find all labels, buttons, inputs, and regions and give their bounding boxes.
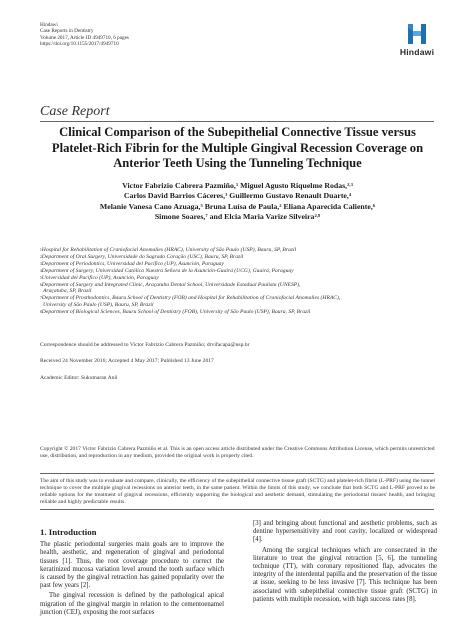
article-type: Case Report xyxy=(40,104,110,119)
hindawi-logo-icon xyxy=(404,22,430,46)
affiliation: Araçatuba, SP, Brazil xyxy=(43,288,92,295)
affiliation: University of São Paulo (USP), Bauru, SP, Brazil xyxy=(43,302,154,309)
intro-column-left xyxy=(40,528,224,619)
abstract-divider-bottom xyxy=(40,509,434,510)
doi-link[interactable]: https://doi.org/10.1155/2017/4949710 xyxy=(40,40,119,47)
paragraph: The gingival recession is defined by the pathological apical migration of the gingival margin in relation to the cementoenamel junction (CEJ), exposing the root surfaces xyxy=(40,592,224,616)
affiliation: $^3$Department of Periodontics, Universidad del Pacifico (UP), Asunción, Paraguay xyxy=(40,260,224,267)
affiliation: $^1$Hospital for Rehabilitation of Craniofacial Anomalies (HRAC), University of São Paulo (USP), Bauru, SP, Brazil xyxy=(40,247,297,253)
abstract: The aim of this study was to evaluate and compare, clinically, the efficiency of the subepithelial connective tissue graft (SCTG) and platelet-rich fibrin (L-PRF) using the tunnel technique to cover the multiple gingival recessions on anterior teeth, in the same patient. Within the limits of this study, we conclude that both SCTG and L-PRF proved to be reliable options for the treatment of gingival recessions, efficiently supporting the biological and aesthetic demand, stimulating the periodontal tissues' health, and bringing reliable and highly predictable results. xyxy=(40,478,435,505)
section-heading: 1. Introduction xyxy=(40,527,97,537)
copyright-notice: Copyright © 2017 Victor Fabrizio Cabrera Pazmiño et al. This is an open access article distributed under the Creative Commons Attribution License, which permits unrestricted use, distribution, and reproduction in any medium, provided the original work is properly cited. xyxy=(40,446,435,459)
journal-name: Case Reports in Dentistry xyxy=(40,28,94,35)
hindawi-logo xyxy=(398,22,436,64)
journal-publisher: Hindawi xyxy=(40,22,58,28)
article-title: Clinical Comparison of the Subepithelial Connective Tissue versus Platelet-Rich Fibrin for the Multiple Gingival Recession Coverage on Anterior Teeth Using the Tunneling Technique xyxy=(51,125,424,171)
affiliation: $^6$Department of Surgery and Integrated Clinic, Araçatuba Dental School, Universidade Estadual Paulista (UNESP), xyxy=(40,281,301,288)
paragraph: Among the surgical techniques which are consecrated in the literature to treat the gingival retraction [5, 6], the tunneling technique (TT), with coronary repositioned flap, advocates the integrity of the interdental papilla and the preservation of the tissue at issue, seeking to be less invasive [7]. This technique has been associated with subepithelial connective tissue graft (SCTG) in patients with multiple recession, with high success rates [8]. xyxy=(253,546,437,603)
author[interactable]: Simone Soares,$^7$ xyxy=(154,212,208,222)
affiliation: $^8$Department of Biological Sciences, Bauru School of Dentistry (FOB), University of São Paulo (USP), Bauru, SP, Brazil xyxy=(40,309,311,316)
academic-editor: Academic Editor: Sukumaran Anil xyxy=(40,375,118,381)
affiliation: $^2$Department of Oral Surgery, Universidade do Sagrado Coração (USC), Bauru, SP, Brazil xyxy=(40,253,244,260)
author-list xyxy=(40,181,435,223)
correspondence: Correspondence should be addressed to Victor Fabrizio Cabrera Pazmiño; drvifacapa@usp.br xyxy=(40,342,250,348)
author[interactable]: and Elcia Maria Varize Silveira$^{2,8}$ xyxy=(209,212,321,222)
paragraph: [3] and bringing about functional and aesthetic problems, such as dentine hypersensitivity and root cavity, localized or widespread [4]. xyxy=(253,520,437,544)
hindawi-logo-text: Hindawi xyxy=(399,47,435,57)
author[interactable]: Carlos David Barrios Cáceres,$^3$ xyxy=(123,191,228,201)
author[interactable]: Miguel Agusto Riquelme Rodas,$^{2,3}$ xyxy=(240,181,353,190)
affiliation: $^4$Department of Surgery, Universidad Católica Nuestra Señora de la Asunción-Guairá (UCG), Guairá, Paraguay xyxy=(40,267,294,274)
affiliations xyxy=(40,247,435,316)
volume-info: Volume 2017, Article ID 4949710, 6 pages xyxy=(40,34,129,41)
publication-dates: Received 24 November 2016; Accepted 4 May 2017; Published 13 June 2017 xyxy=(40,358,214,364)
affiliation: $^5$Universidad del Pacifico (UP), Asunción, Paraguay xyxy=(40,274,159,281)
author[interactable]: Bruna Luísa de Paula,$^2$ xyxy=(204,201,282,211)
author[interactable]: Melanie Vanesa Cano Azuaga,$^5$ xyxy=(99,201,203,211)
author[interactable]: Guillermo Gustavo Renault Duarte,$^4$ xyxy=(229,191,352,201)
abstract-divider-top xyxy=(40,473,434,474)
affiliation: $^7$Department of Prosthodontics, Bauru School of Dentistry (FOB) and Hospital for Rehabilitation of Craniofacial Anomalies (HRAC), xyxy=(40,295,341,302)
paragraph: The plastic periodontal surgeries main goals are to improve the health, aesthetic, and regeneration of gingival and periodontal tissues [1]. Thus, the root coverage procedure to correct the keratinized mucosa variation level around the tooth surface which is caused by the gingival retraction has gained popularity over the past few years [2]. xyxy=(40,541,224,590)
author[interactable]: Eliana Aparecida Caliente,$^6$ xyxy=(283,201,376,211)
journal-header xyxy=(40,22,129,47)
title-divider xyxy=(40,121,434,122)
author[interactable]: Victor Fabrizio Cabrera Pazmiño,$^1$ xyxy=(122,181,239,190)
intro-column-right xyxy=(253,520,437,606)
